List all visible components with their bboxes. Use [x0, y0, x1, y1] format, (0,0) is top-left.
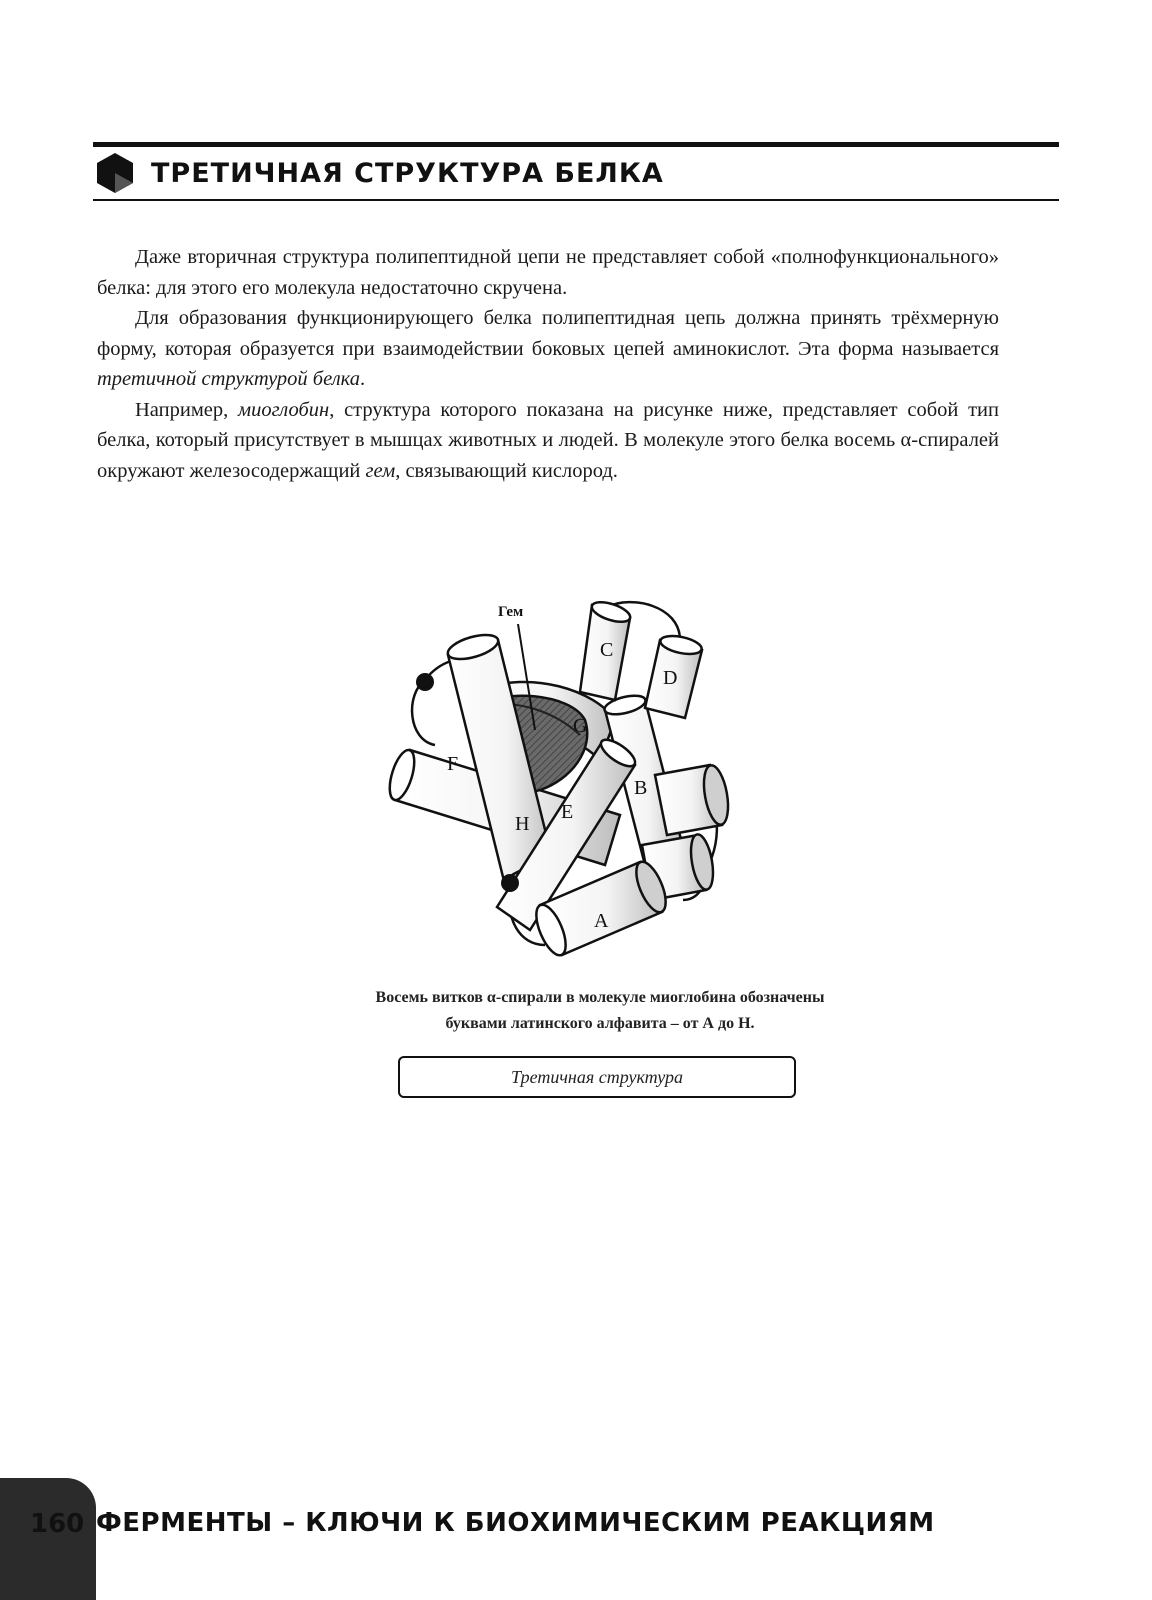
helix-label-f: F — [447, 753, 459, 775]
figure-caption — [300, 985, 900, 1037]
term-box-label: Третичная структура — [511, 1066, 683, 1087]
paragraph-3 — [97, 395, 999, 487]
term-heme: гем — [365, 459, 396, 482]
page-number: 160 — [30, 1509, 85, 1539]
hexagon-badge-icon — [93, 151, 137, 195]
term-myoglobin: миоглобин — [238, 398, 330, 421]
helix-label-g: G — [573, 715, 588, 737]
footer-book-title: ФЕРМЕНТЫ – КЛЮЧИ К БИОХИМИЧЕСКИМ РЕАКЦИЯМ — [96, 1508, 935, 1538]
helix-right-upper — [655, 764, 732, 835]
section-heading — [93, 150, 664, 196]
myoglobin-diagram — [380, 600, 750, 980]
paragraph-2 — [97, 303, 999, 395]
section-title: ТРЕТИЧНАЯ СТРУКТУРА БЕЛКА — [151, 157, 664, 189]
paragraph-2-text: Для образования функционирующего белка полипептидная цепь должна принять трёхмерную форму, которая образуется при взаимодействии боковых цепей аминокислот. Эта форма называется — [97, 307, 999, 360]
paragraph-3-end: , связывающий кислород. — [395, 459, 618, 482]
paragraph-3-text: Например, — [135, 398, 238, 421]
paragraph-1 — [97, 242, 999, 303]
c-terminus-dot — [501, 874, 519, 892]
n-terminus-dot — [416, 673, 434, 691]
helix-label-c: C — [600, 639, 614, 661]
body-text — [97, 242, 999, 486]
helix-label-h: H — [515, 813, 530, 835]
helix-label-e: E — [561, 801, 574, 823]
term-tertiary-structure: третичной структурой белка — [97, 368, 360, 390]
top-rule — [93, 142, 1059, 147]
heme-label: Гем — [498, 604, 524, 620]
term-box — [398, 1056, 796, 1098]
paragraph-3-middle: , структура которого показана на рисунке ниже, представляет собой тип белка, который присутствует в мышцах животных и людей. В молекуле этого белка восемь α-спиралей окружают железосодержащий — [97, 398, 999, 482]
page-corner-tab — [0, 1478, 96, 1600]
heading-underline — [93, 199, 1059, 201]
paragraph-2-end: . — [359, 368, 366, 390]
caption-line-1: Восемь витков α-спирали в молекуле миоглобина обозначены — [375, 989, 825, 1006]
caption-line-2: буквами латинского алфавита – от А до Н. — [445, 1015, 755, 1032]
helix-label-a: A — [594, 910, 609, 932]
helix-label-b: B — [634, 777, 648, 799]
paragraph-1-text: Даже вторичная структура полипептидной цепи не представляет собой «полнофункционального» белка: для этого его молекула недостаточно скручена. — [97, 246, 999, 299]
helix-label-d: D — [663, 667, 678, 689]
